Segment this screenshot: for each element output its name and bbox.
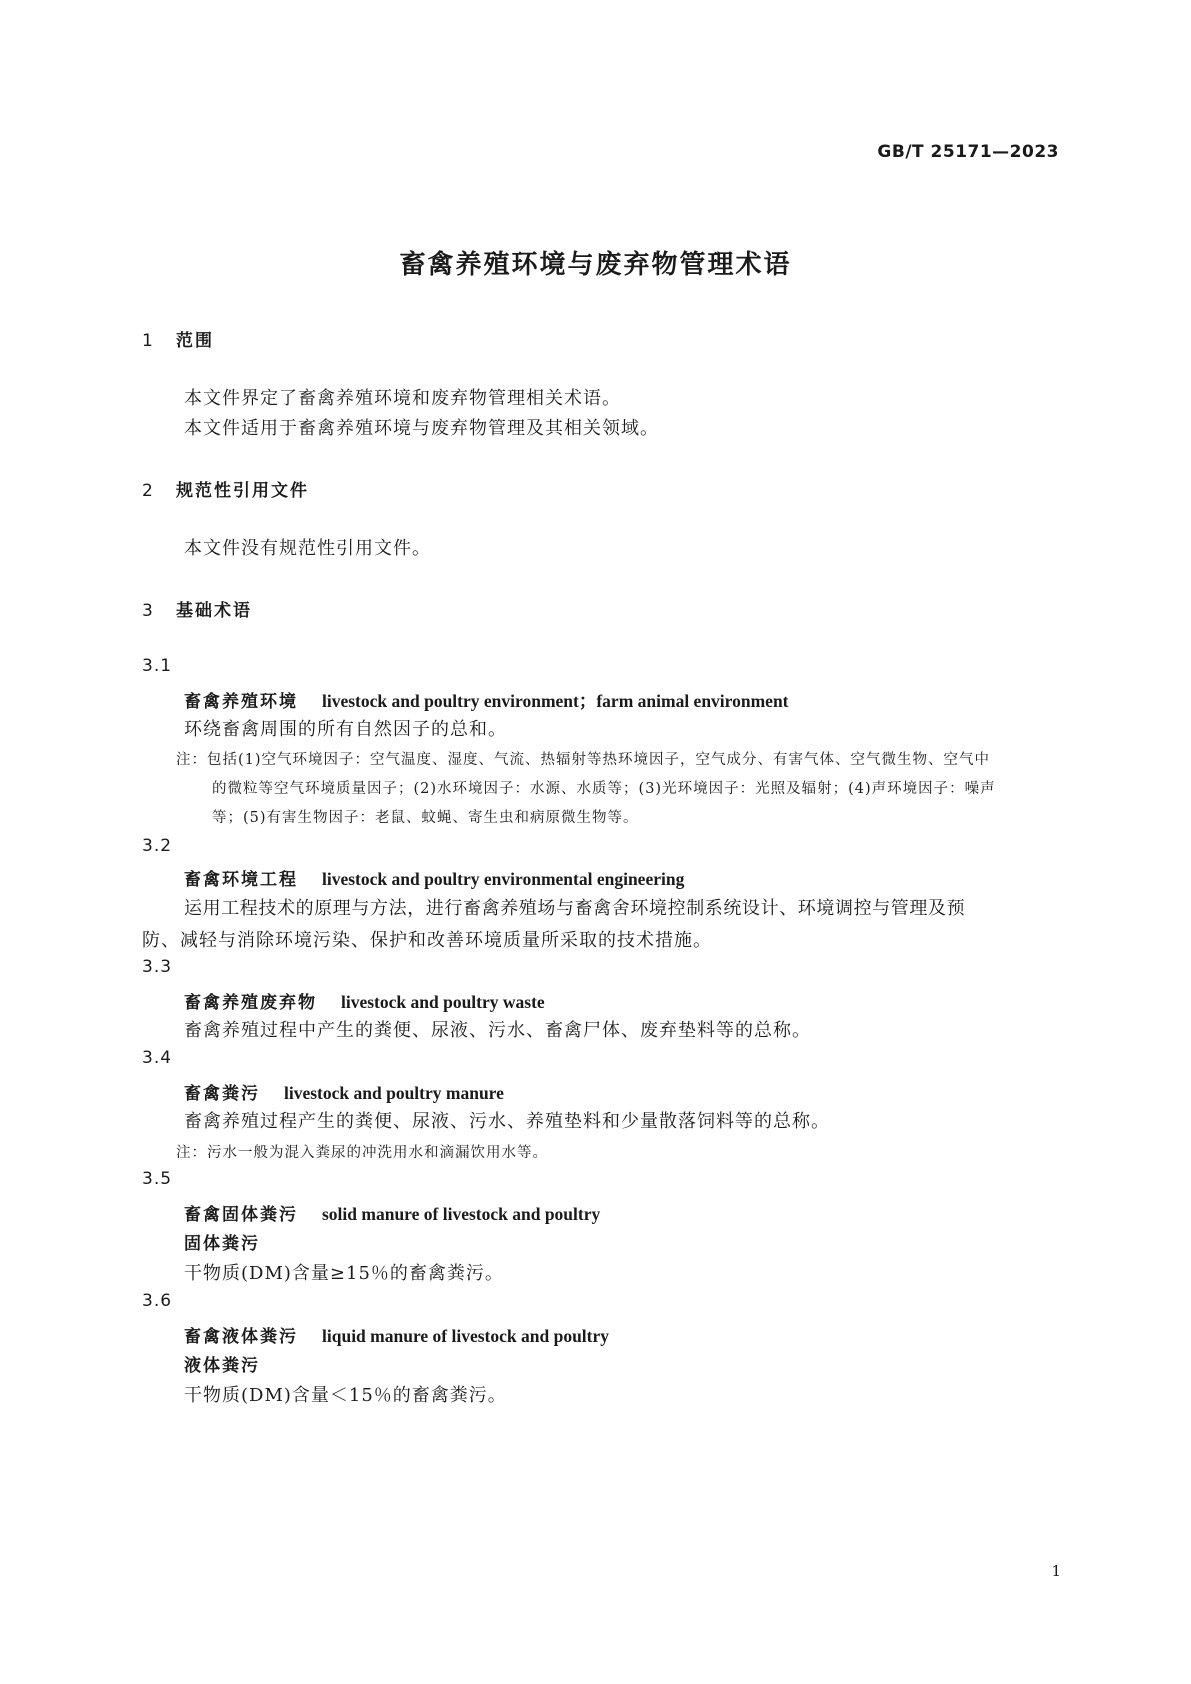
section-2-heading [142,476,309,501]
term-number-3-3: 3.3 [142,957,173,977]
term-3-1-definition: 环绕畜禽周围的所有自然因子的总和。 [184,719,507,740]
term-english: livestock and poultry manure [284,1083,504,1103]
normative-references-paragraph: 本文件没有规范性引用文件。 [184,538,431,559]
term-3-6-synonym: 液体粪污 [184,1356,260,1376]
term-3-4-definition: 畜禽养殖过程产生的粪便、尿液、污水、养殖垫料和少量散落饲料等的总称。 [184,1111,830,1132]
scope-paragraph-2: 本文件适用于畜禽养殖环境与废弃物管理及其相关领域。 [184,418,659,439]
section-1-heading [142,326,214,351]
section-title: 规范性引用文件 [176,481,309,501]
term-3-5-synonym: 固体粪污 [184,1234,260,1254]
term-3-1-note-line-3: 等；(5)有害生物因子：老鼠、蚊蝇、寄生虫和病原微生物等。 [212,810,639,826]
section-title: 范围 [176,331,214,351]
term-chinese: 畜禽液体粪污 [184,1327,298,1347]
term-chinese: 畜禽固体粪污 [184,1205,298,1225]
term-3-5-definition: 干物质(DM)含量≥15％的畜禽粪污。 [184,1263,504,1284]
term-english: livestock and poultry environmental engineering [322,869,685,889]
term-3-1-heading [184,687,789,713]
term-3-1-note-line-1: 注：包括(1)空气环境因子：空气温度、湿度、气流、热辐射等热环境因子，空气成分、有害气体、空气微生物、空气中 [176,752,991,768]
section-number: 1 [142,331,155,351]
document-number: GB/T 25171—2023 [877,142,1059,162]
term-3-2-definition-line-1: 运用工程技术的原理与方法，进行畜禽养殖场与畜禽舍环境控制系统设计、环境调控与管理及预 [184,898,966,919]
term-english: livestock and poultry waste [341,992,545,1012]
document-title: 畜禽养殖环境与废弃物管理术语 [399,250,792,280]
section-number: 2 [142,481,155,501]
term-3-3-definition: 畜禽养殖过程中产生的粪便、尿液、污水、畜禽尸体、废弃垫料等的总称。 [184,1020,811,1041]
term-chinese: 畜禽养殖废弃物 [184,993,317,1013]
section-number: 3 [142,601,155,621]
term-number-3-1: 3.1 [142,656,173,676]
page-number: 1 [1051,1562,1061,1580]
term-3-4-note: 注：污水一般为混入粪尿的冲洗用水和滴漏饮用水等。 [176,1145,548,1161]
term-english: livestock and poultry environment；farm animal environment [322,691,789,711]
term-number-3-6: 3.6 [142,1291,173,1311]
term-number-3-2: 3.2 [142,836,173,856]
term-chinese: 畜禽养殖环境 [184,692,298,712]
section-3-heading [142,596,252,621]
term-3-1-note-line-2: 的微粒等空气环境质量因子；(2)水环境因子：水源、水质等；(3)光环境因子：光照及辐射；(4)声环境因子：噪声 [212,781,996,797]
term-number-3-5: 3.5 [142,1169,173,1189]
term-3-5-heading [184,1200,600,1225]
term-3-3-heading [184,988,545,1013]
term-number-3-4: 3.4 [142,1048,173,1068]
term-3-4-heading [184,1079,504,1104]
term-3-2-definition-line-2: 防、减轻与消除环境污染、保护和改善环境质量所采取的技术措施。 [142,930,712,951]
term-3-2-heading [184,865,684,890]
term-english: liquid manure of livestock and poultry [322,1326,610,1346]
term-english: solid manure of livestock and poultry [322,1204,601,1224]
scope-paragraph-1: 本文件界定了畜禽养殖环境和废弃物管理相关术语。 [184,388,621,409]
term-chinese: 畜禽粪污 [184,1084,260,1104]
term-chinese: 畜禽环境工程 [184,870,298,890]
section-title: 基础术语 [176,601,252,621]
term-3-6-heading [184,1322,609,1347]
term-3-6-definition: 干物质(DM)含量＜15％的畜禽粪污。 [184,1385,507,1406]
